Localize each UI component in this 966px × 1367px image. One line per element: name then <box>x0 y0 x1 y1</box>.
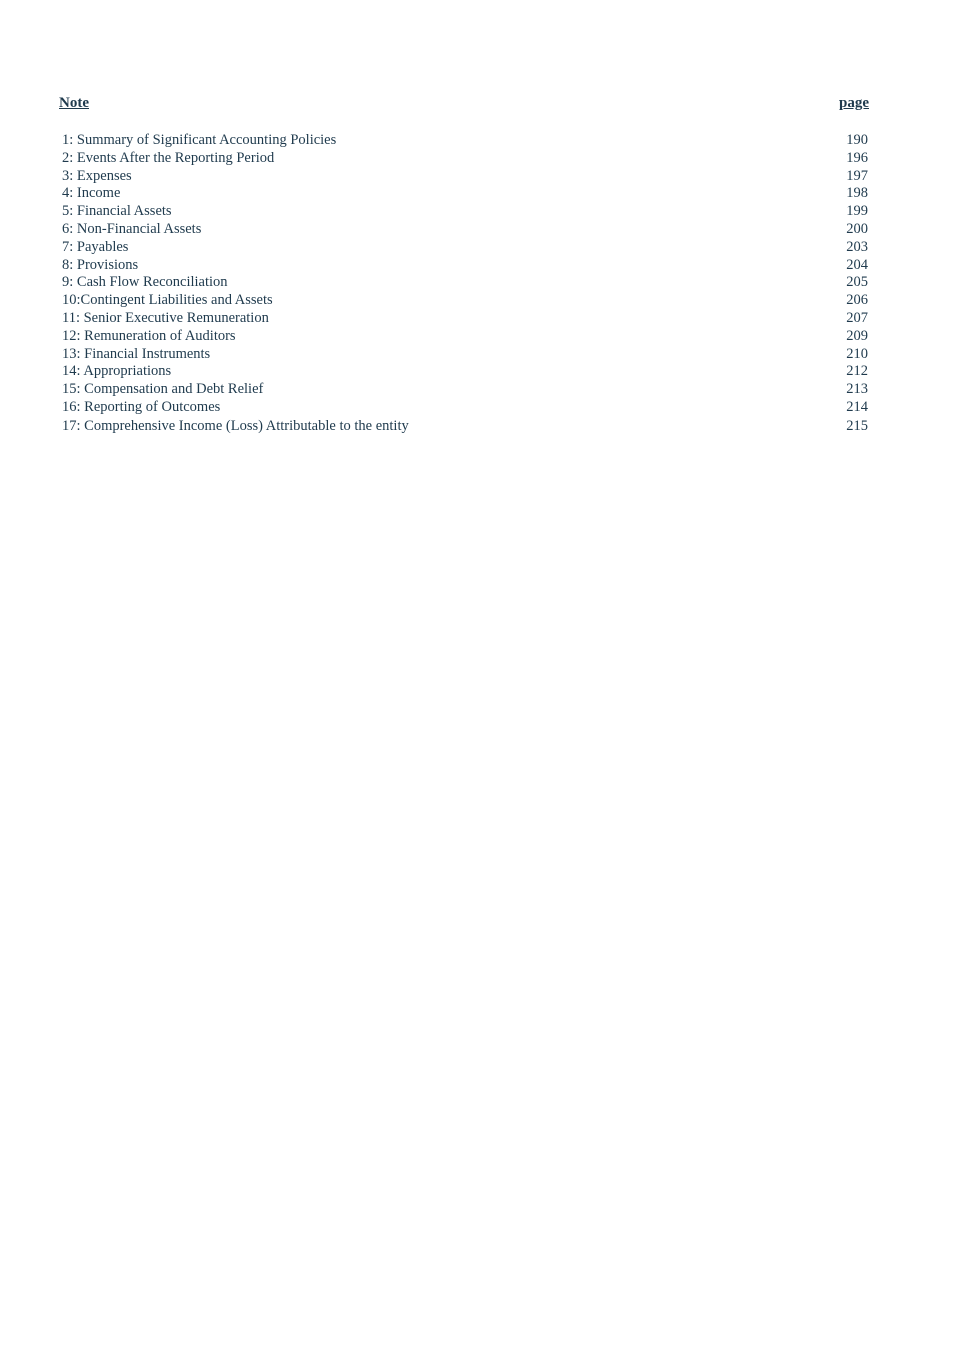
page-column-heading: page <box>839 95 869 111</box>
toc-entry-title: 14: Appropriations <box>62 363 172 380</box>
toc-entry-page-number: 210 <box>846 345 868 362</box>
toc-entry-page-number: 206 <box>846 292 868 309</box>
toc-entry-page-number: 213 <box>846 381 868 398</box>
toc-entry <box>62 132 869 150</box>
toc-entry-title: 12: Remuneration of Auditors <box>62 327 236 344</box>
toc-entry <box>62 185 869 203</box>
note-column-heading: Note <box>59 95 89 111</box>
toc-entry-title: 1: Summary of Significant Accounting Policies <box>62 132 337 148</box>
toc-entry-page-number: 209 <box>846 327 868 344</box>
toc-entry-page-number: 198 <box>846 185 868 202</box>
toc-entry <box>62 418 869 436</box>
toc-entry-title: 3: Expenses <box>62 167 132 184</box>
toc-entry-page-number: 196 <box>846 149 868 166</box>
toc-entry-title: 15: Compensation and Debt Relief <box>62 381 264 398</box>
toc-entry-title: 7: Payables <box>62 238 129 255</box>
toc-entry-page-number: 212 <box>846 363 868 380</box>
toc-list <box>59 132 869 436</box>
toc-entry <box>62 203 869 221</box>
toc-entry <box>62 381 869 399</box>
toc-entry-page-number: 205 <box>846 274 868 291</box>
toc-header <box>59 94 869 112</box>
table-of-contents <box>59 94 869 436</box>
toc-entry <box>62 292 869 310</box>
toc-entry-title: 8: Provisions <box>62 256 139 273</box>
toc-entry-title: 16: Reporting of Outcomes <box>62 398 221 415</box>
toc-entry-title: 2: Events After the Reporting Period <box>62 149 275 166</box>
toc-entry-title: 4: Income <box>62 185 121 202</box>
toc-entry-page-number: 190 <box>846 132 868 148</box>
toc-entry-page-number: 200 <box>846 220 868 237</box>
toc-entry <box>62 310 869 328</box>
toc-entry <box>62 328 869 346</box>
toc-entry <box>62 274 869 292</box>
toc-entry-title: 10:Contingent Liabilities and Assets <box>62 292 273 309</box>
toc-entry-page-number: 199 <box>846 203 868 220</box>
toc-entry <box>62 363 869 381</box>
toc-entry-page-number: 214 <box>846 398 868 415</box>
toc-entry-title: 11: Senior Executive Remuneration <box>62 309 269 326</box>
toc-entry-page-number: 215 <box>846 418 868 435</box>
toc-entry <box>62 168 869 186</box>
toc-entry <box>62 346 869 364</box>
toc-entry-page-number: 207 <box>846 309 868 326</box>
toc-entry <box>62 257 869 275</box>
toc-entry-title: 6: Non-Financial Assets <box>62 220 202 237</box>
toc-entry <box>62 221 869 239</box>
toc-entry <box>62 399 869 417</box>
toc-entry-title: 17: Comprehensive Income (Loss) Attributable to the entity <box>62 418 409 435</box>
toc-entry-title: 5: Financial Assets <box>62 203 172 220</box>
toc-entry-page-number: 204 <box>846 256 868 273</box>
toc-entry <box>62 150 869 168</box>
toc-entry-title: 13: Financial Instruments <box>62 345 211 362</box>
toc-entry-page-number: 203 <box>846 238 868 255</box>
toc-entry <box>62 239 869 257</box>
toc-entry-page-number: 197 <box>846 167 868 184</box>
toc-entry-title: 9: Cash Flow Reconciliation <box>62 274 228 291</box>
